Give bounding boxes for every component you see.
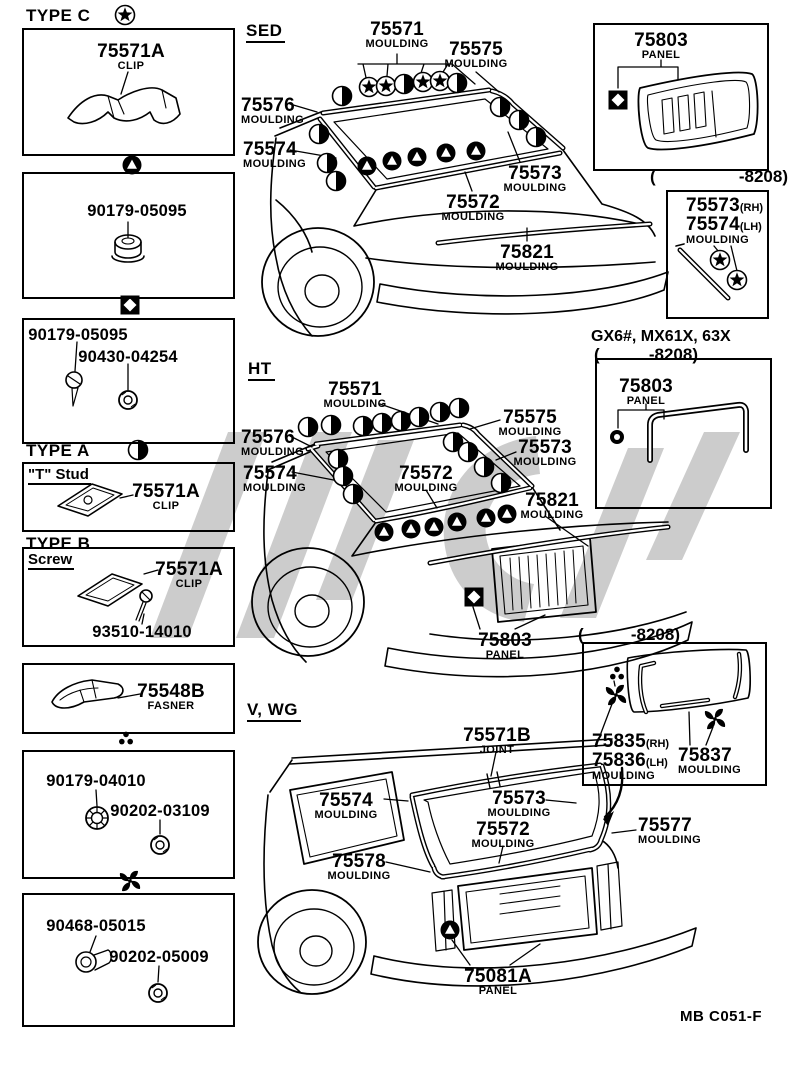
half-circle-symbol-icon <box>334 467 353 486</box>
half-circle-symbol-icon <box>395 75 414 94</box>
gx6-models-caption: GX6#, MX61X, 63X <box>591 328 731 345</box>
sed-section-header: SED <box>246 22 285 43</box>
half-circle-symbol-icon <box>329 450 348 469</box>
triangle-symbol-icon <box>467 142 486 161</box>
half-circle-symbol-icon <box>459 443 478 462</box>
triangle-symbol-icon <box>425 518 444 537</box>
half-circle-symbol-icon <box>344 485 363 504</box>
triangle-symbol-icon <box>402 520 421 539</box>
part-label-75572-sed: 75572 MOULDING <box>441 192 505 224</box>
part-label-90430-04254: 90430-04254 <box>78 348 178 366</box>
screw-subheader: Screw <box>28 551 73 568</box>
star-symbol-icon <box>360 78 379 97</box>
part-label-75572-ht: 75572 MOULDING <box>394 463 458 495</box>
half-circle-symbol-icon <box>492 474 511 493</box>
date-range-caption: ( -8208) <box>578 625 680 644</box>
part-label-75548b: 75548B FASNER <box>137 681 205 713</box>
part-label-75576-sed: 75576 MOULDING <box>241 95 305 127</box>
part-label-75803-rt: 75803 PANEL <box>634 30 688 62</box>
star-symbol-icon <box>116 6 135 25</box>
triangle-symbol-icon <box>383 152 402 171</box>
half-circle-symbol-icon <box>431 403 450 422</box>
part-label-90202-05009: 90202-05009 <box>109 948 209 966</box>
half-circle-symbol-icon <box>510 111 529 130</box>
nut-box <box>22 172 235 299</box>
star-symbol-icon <box>414 73 433 92</box>
part-label-75803-gx6: 75803 PANEL <box>619 376 673 408</box>
part-label-75571-ht: 75571 MOULDING <box>323 379 387 411</box>
t-stud-subheader: "T" Stud <box>28 466 89 483</box>
part-label-75574-vwg: 75574 MOULDING <box>314 790 378 822</box>
star-symbol-icon <box>431 72 450 91</box>
half-circle-symbol-icon <box>354 417 373 436</box>
part-label-75573-vwg: 75573 MOULDING <box>487 788 551 820</box>
part-label-75576-ht: 75576 MOULDING <box>241 427 305 459</box>
type-a-header: TYPE A <box>26 441 90 460</box>
part-label-75575-sed: 75575 MOULDING <box>444 39 508 71</box>
part-label-90179-05095: 90179-05095 <box>87 202 187 220</box>
vwg-section-header: V, WG <box>247 701 301 722</box>
half-circle-symbol-icon <box>410 408 429 427</box>
triangle-symbol-icon <box>448 513 467 532</box>
part-label-75081a-vwg: 75081A PANEL <box>464 966 532 998</box>
half-circle-symbol-icon <box>327 172 346 191</box>
part-label-75821-ht: 75821 MOULDING <box>520 490 584 522</box>
triangle-symbol-icon <box>441 921 460 940</box>
part-label-75821-sed: 75821 MOULDING <box>495 242 559 274</box>
triangle-symbol-icon <box>477 509 496 528</box>
half-circle-symbol-icon <box>373 414 392 433</box>
half-circle-symbol-icon <box>448 74 467 93</box>
triangle-symbol-icon <box>498 505 517 524</box>
part-label-75571a-b: 75571A CLIP <box>155 559 223 591</box>
date-range-caption: ( -8208) <box>594 345 698 364</box>
half-circle-symbol-icon <box>475 458 494 477</box>
type-b-header: TYPE B <box>26 534 91 553</box>
page-code: MB C051-F <box>680 1008 763 1025</box>
part-label-75835-75836-pair: 75835(RH) 75836(LH) MOULDING <box>592 731 670 782</box>
half-circle-symbol-icon <box>322 416 341 435</box>
part-label-75803-ht: 75803 PANEL <box>478 630 532 662</box>
half-circle-symbol-icon <box>491 98 510 117</box>
star-symbol-icon <box>377 77 396 96</box>
triangle-symbol-icon <box>437 144 456 163</box>
part-label-75571-sed: 75571 MOULDING <box>365 19 429 51</box>
part-label-75571b-vwg: 75571B JOINT <box>463 725 531 757</box>
triangle-symbol-icon <box>408 148 427 167</box>
part-label-75575-ht: 75575 MOULDING <box>498 407 562 439</box>
part-label-75837: 75837 MOULDING <box>678 745 742 777</box>
part-label-90202-03109: 90202-03109 <box>110 802 210 820</box>
part-label-90468-05015: 90468-05015 <box>46 917 146 935</box>
half-circle-symbol-icon <box>392 412 411 431</box>
part-label-75574-sed: 75574 MOULDING <box>243 139 307 171</box>
part-label-90179-05095: 90179-05095 <box>28 326 128 344</box>
part-label-75578-vwg: 75578 MOULDING <box>327 851 391 883</box>
type-c-header: TYPE C <box>26 6 91 25</box>
half-circle-symbol-icon <box>333 87 352 106</box>
part-label-90179-04010: 90179-04010 <box>46 772 146 790</box>
part-label-75573-sed: 75573 MOULDING <box>503 163 567 195</box>
date-range-caption: ( -8208) <box>650 167 788 186</box>
diamond-symbol-icon <box>465 588 484 607</box>
part-label-75574-ht: 75574 MOULDING <box>243 463 307 495</box>
part-label-93510-14010: 93510-14010 <box>92 623 192 641</box>
part-label-75572-vwg: 75572 MOULDING <box>471 819 535 851</box>
part-label-75573-75574-pair: 75573(RH) 75574(LH) MOULDING <box>686 195 764 246</box>
part-label-75577-vwg: 75577 MOULDING <box>638 815 702 847</box>
part-label-75571a-a: 75571A CLIP <box>132 481 200 513</box>
part-label-75571a-c: 75571A CLIP <box>97 41 165 73</box>
triangle-symbol-icon <box>375 523 394 542</box>
half-circle-symbol-icon <box>450 399 469 418</box>
part-label-75573-ht: 75573 MOULDING <box>513 437 577 469</box>
half-circle-symbol-icon <box>310 125 329 144</box>
half-circle-symbol-icon <box>527 128 546 147</box>
ht-section-header: HT <box>248 360 275 381</box>
triangle-symbol-icon <box>358 157 377 176</box>
half-circle-symbol-icon <box>318 154 337 173</box>
